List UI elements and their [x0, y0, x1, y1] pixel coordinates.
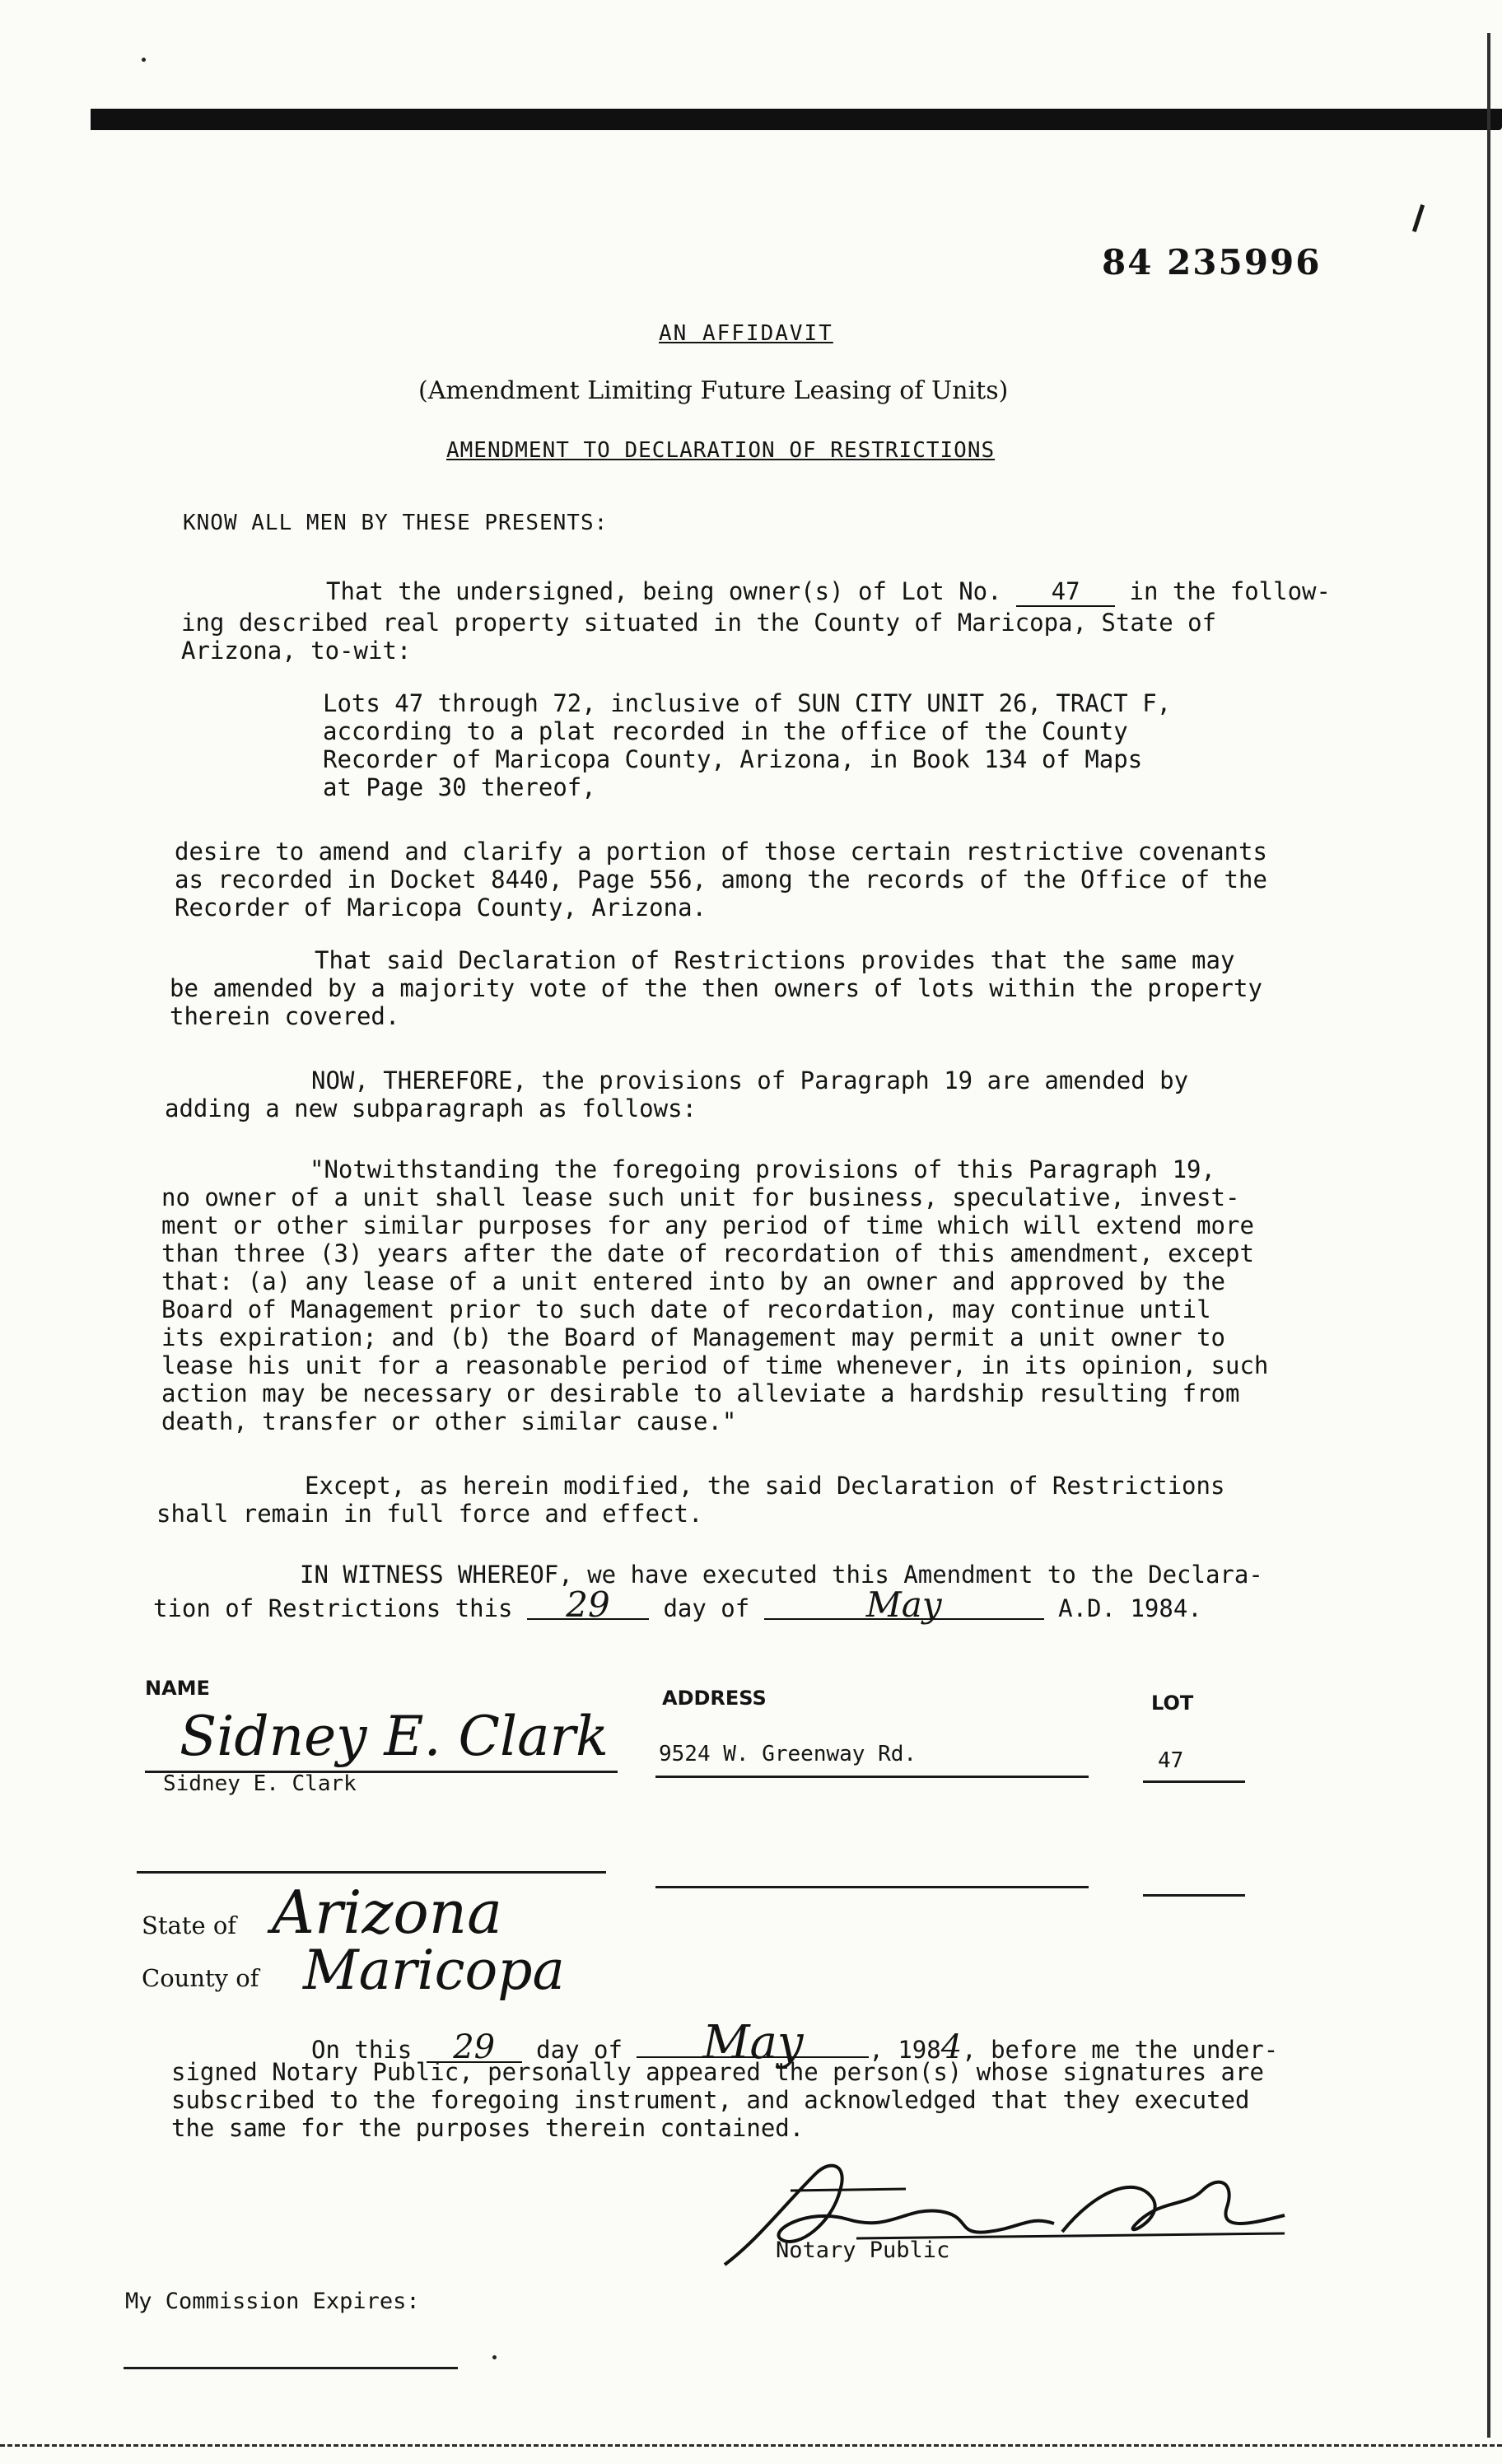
property-line-1: Lots 47 through 72, inclusive of SUN CITY UNIT 26, TRACT F,	[323, 689, 1172, 717]
quote-line-9: action may be necessary or desirable to alleviate a hardship resulting from	[161, 1379, 1240, 1407]
quote-line-7: its expiration; and (b) the Board of Management may permit a unit owner to	[161, 1323, 1226, 1351]
commission-expires-line	[124, 2367, 458, 2369]
county-label: County of	[142, 1964, 259, 1992]
quote-line-4: than three (3) years after the date of recordation of this amendment, except	[161, 1239, 1254, 1267]
column-header-lot: LOT	[1151, 1692, 1194, 1715]
p2-line-3: Recorder of Maricopa County, Arizona.	[175, 894, 707, 922]
scan-edge-bar	[91, 109, 1502, 130]
property-line-3: Recorder of Maricopa County, Arizona, in Book 134 of Maps	[323, 745, 1143, 773]
notary-line-4: the same for the purposes therein contained.	[171, 2114, 805, 2142]
scan-mark	[1412, 204, 1425, 232]
quote-line-3: ment or other similar purposes for any period of time which will extend more	[161, 1211, 1254, 1239]
signer-address: 9524 W. Greenway Rd.	[659, 1742, 917, 1766]
lead-in: KNOW ALL MEN BY THESE PRESENTS:	[183, 511, 609, 535]
commission-expires-label: My Commission Expires:	[125, 2289, 420, 2314]
p5-line-1: Except, as herein modified, the said Declaration of Restrictions	[305, 1472, 1225, 1500]
lot-number-field: 47	[1016, 578, 1115, 607]
quote-line-5: that: (a) any lease of a unit entered into by an owner and approved by the	[161, 1267, 1226, 1295]
notary-year-digit: 4	[940, 2028, 963, 2066]
witness-day-field: 29	[527, 1591, 649, 1620]
notary-line-1: On this 29 day of May , 1984, before me the under-	[311, 2016, 1279, 2070]
p2-line-2: as recorded in Docket 8440, Page 556, among the records of the Office of the	[175, 866, 1267, 894]
scan-bottom-edge	[0, 2444, 1502, 2447]
p2-line-1: desire to amend and clarify a portion of those certain restrictive covenants	[175, 838, 1267, 866]
notary-title: Notary Public	[776, 2238, 950, 2263]
notary-month-field: May	[637, 2029, 869, 2058]
p3-line-2: be amended by a majority vote of the then owners of lots within the property	[170, 974, 1262, 1002]
document-subtitle: (Amendment Limiting Future Leasing of Units)	[418, 376, 1009, 405]
quote-line-6: Board of Management prior to such date of recordation, may continue until	[161, 1295, 1211, 1323]
p5-line-2: shall remain in full force and effect.	[156, 1500, 703, 1528]
scan-right-edge	[1487, 33, 1490, 2438]
p1-line-3: Arizona, to-wit:	[181, 637, 412, 665]
notary-line-2: signed Notary Public, personally appeared the person(s) whose signatures are	[171, 2058, 1264, 2086]
quote-line-2: no owner of a unit shall lease such unit for business, speculative, invest-	[161, 1183, 1240, 1211]
column-header-name: NAME	[145, 1677, 210, 1700]
document-title: AN AFFIDAVIT	[659, 321, 833, 346]
p1-line-2: ing described real property situated in the County of Maricopa, State of	[181, 609, 1217, 637]
property-line-2: according to a plat recorded in the office of the County	[323, 717, 1128, 745]
column-header-address: ADDRESS	[662, 1687, 767, 1710]
state-label: State of	[142, 1911, 237, 1939]
witness-line-1: IN WITNESS WHEREOF, we have executed this Amendment to the Declara-	[300, 1561, 1263, 1589]
document-subheading: AMENDMENT TO DECLARATION OF RESTRICTIONS	[446, 438, 996, 463]
signature-line-address	[655, 1776, 1089, 1778]
county-handwritten: Maricopa	[303, 1939, 565, 2002]
quote-line-8: lease his unit for a reasonable period of time whenever, in its opinion, such	[161, 1351, 1269, 1379]
scan-speck	[492, 2355, 497, 2359]
notary-day-field: 29	[427, 2034, 522, 2063]
quote-line-10: death, transfer or other similar cause."	[161, 1407, 737, 1435]
signer-signature: Sidney E. Clark	[180, 1705, 609, 1768]
p3-line-1: That said Declaration of Restrictions provides that the same may	[315, 946, 1235, 974]
signer-printed-name: Sidney E. Clark	[163, 1771, 357, 1796]
signature-line-lot-2	[1143, 1894, 1245, 1897]
p4-line-2: adding a new subparagraph as follows:	[165, 1094, 697, 1122]
document-number: 84 235996	[1102, 242, 1322, 282]
property-line-4: at Page 30 thereof,	[323, 773, 596, 801]
scan-speck	[142, 58, 146, 62]
witness-line-2: tion of Restrictions this 29 day of May A.D. 1984.	[153, 1584, 1202, 1625]
p4-line-1: NOW, THEREFORE, the provisions of Paragraph 19 are amended by	[311, 1066, 1189, 1094]
signer-lot: 47	[1158, 1748, 1184, 1773]
notary-line-3: subscribed to the foregoing instrument, and acknowledged that they executed	[171, 2086, 1250, 2114]
signature-line-lot	[1143, 1780, 1245, 1783]
signature-line-address-2	[655, 1886, 1089, 1888]
quote-line-1: "Notwithstanding the foregoing provisions of this Paragraph 19,	[310, 1155, 1215, 1183]
witness-month-field: May	[764, 1591, 1044, 1620]
p3-line-3: therein covered.	[170, 1002, 400, 1030]
signature-line-name-2	[137, 1871, 606, 1874]
state-handwritten: Arizona	[272, 1878, 503, 1947]
p1-line-1: That the undersigned, being owner(s) of Lot No. 47 in the follow-	[326, 577, 1331, 605]
